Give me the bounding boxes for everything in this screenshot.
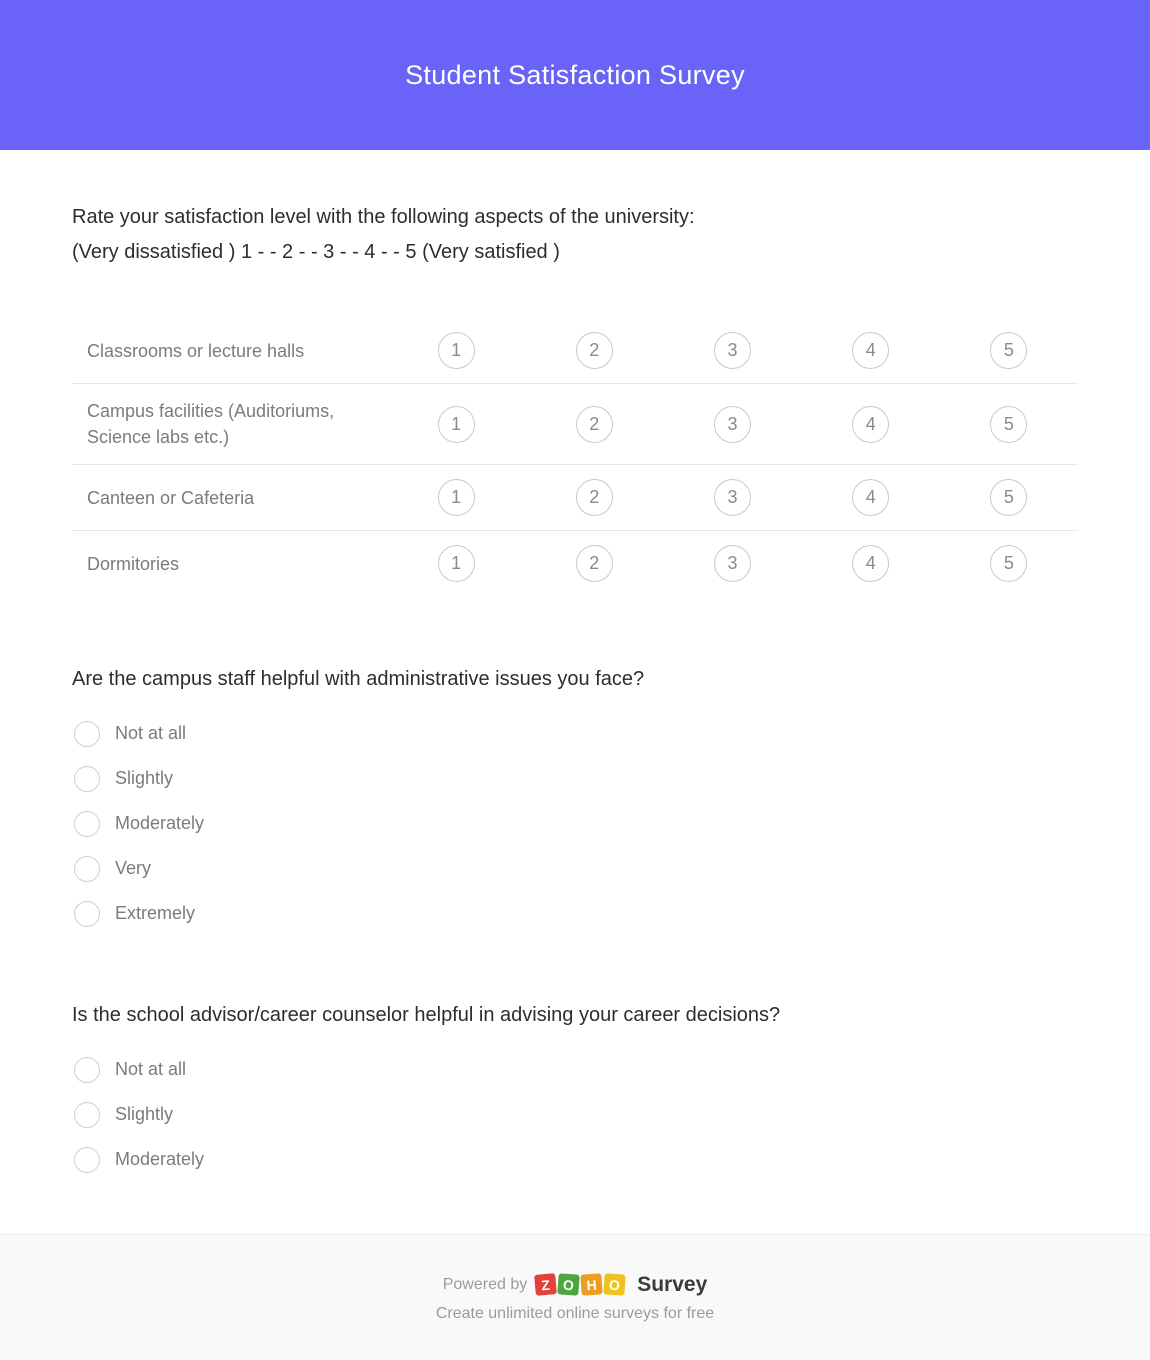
rating-scale [387,545,1078,582]
survey-content [0,150,1150,1182]
powered-by-text: Powered by [442,1275,528,1293]
radio-icon[interactable] [74,1057,100,1083]
option-extremely[interactable] [74,891,1078,936]
rating-grid [72,318,1078,596]
radio-icon[interactable] [74,1147,100,1173]
rating-scale [387,479,1078,516]
rating-scale [387,406,1078,443]
question-campus-staff [72,662,1078,936]
radio-icon[interactable] [74,1102,100,1128]
zoho-tile-o1: O [558,1273,580,1295]
option-label: Extremely [115,903,196,923]
rating-row-label: Canteen or Cafeteria [87,487,255,508]
survey-header [0,0,1150,150]
zoho-tile-o2: O [604,1273,626,1295]
rating-circle-5[interactable]: 5 [990,545,1027,582]
page-title: Student Satisfaction Survey [405,59,745,90]
zoho-logo-icon [535,1274,627,1295]
radio-icon[interactable] [74,811,100,837]
rating-question [72,200,1078,270]
rating-circle-4[interactable]: 4 [852,545,889,582]
rating-circle-5[interactable]: 5 [990,406,1027,443]
rating-question-line1: Rate your satisfaction level with the following aspects of the university: [72,206,695,228]
rating-row-canteen [72,465,1078,531]
zoho-survey-wordmark: Survey [637,1272,708,1296]
rating-circle-3[interactable]: 3 [714,332,751,369]
zoho-tile-z: Z [534,1273,557,1296]
rating-row-label: Dormitories [87,553,180,574]
rating-circle-1[interactable]: 1 [438,479,475,516]
radio-icon[interactable] [74,766,100,792]
rating-circle-5[interactable]: 5 [990,479,1027,516]
create-surveys-link[interactable]: Create unlimited online surveys for free [435,1304,715,1322]
zoho-tile-h: H [581,1273,603,1295]
option-moderately[interactable] [74,1137,1078,1182]
rating-row-label: Classrooms or lecture halls [87,340,305,361]
radio-icon[interactable] [74,721,100,747]
option-label: Slightly [115,768,174,788]
options-list [74,1047,1078,1182]
option-moderately[interactable] [74,801,1078,846]
rating-circle-4[interactable]: 4 [852,332,889,369]
radio-icon[interactable] [74,901,100,927]
option-not-at-all[interactable] [74,711,1078,756]
question-text: Are the campus staff helpful with administrative issues you face? [72,668,645,690]
rating-circle-3[interactable]: 3 [714,545,751,582]
question-career-counselor [72,998,1078,1182]
option-label: Very [115,858,152,878]
rating-row-dormitories [72,531,1078,596]
rating-question-line2: (Very dissatisfied ) 1 - - 2 - - 3 - - 4 - - 5 (Very satisfied ) [72,241,560,263]
option-slightly[interactable] [74,756,1078,801]
rating-circle-1[interactable]: 1 [438,332,475,369]
rating-scale [387,332,1078,369]
options-list [74,711,1078,936]
option-label: Not at all [115,1059,187,1079]
option-label: Slightly [115,1104,174,1124]
rating-circle-5[interactable]: 5 [990,332,1027,369]
radio-icon[interactable] [74,856,100,882]
rating-circle-3[interactable]: 3 [714,479,751,516]
rating-circle-2[interactable]: 2 [576,332,613,369]
option-label: Moderately [115,813,205,833]
rating-row-classrooms [72,318,1078,384]
question-text: Is the school advisor/career counselor helpful in advising your career decisions? [72,1004,781,1026]
rating-circle-1[interactable]: 1 [438,406,475,443]
powered-by-link[interactable] [443,1273,708,1297]
option-label: Not at all [115,723,187,743]
option-not-at-all[interactable] [74,1047,1078,1092]
rating-circle-3[interactable]: 3 [714,406,751,443]
rating-circle-2[interactable]: 2 [576,406,613,443]
rating-circle-4[interactable]: 4 [852,406,889,443]
rating-row-campus-facilities [72,384,1078,465]
rating-circle-2[interactable]: 2 [576,479,613,516]
rating-circle-1[interactable]: 1 [438,545,475,582]
rating-circle-2[interactable]: 2 [576,545,613,582]
survey-footer [0,1234,1150,1360]
rating-row-label: Campus facilities (Auditoriums, Science labs etc.) [87,401,335,447]
option-label: Moderately [115,1149,205,1169]
rating-circle-4[interactable]: 4 [852,479,889,516]
option-slightly[interactable] [74,1092,1078,1137]
option-very[interactable] [74,846,1078,891]
